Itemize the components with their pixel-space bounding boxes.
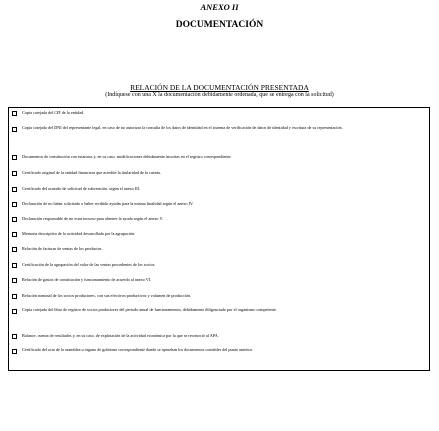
checkbox[interactable] — [12, 127, 17, 132]
checkbox[interactable] — [12, 171, 17, 176]
document-title: DOCUMENTACIÓN — [175, 20, 264, 30]
checklist-item-label: Declaración responsable de no estar incurso para obtener la ayuda según el anexo V. — [22, 216, 164, 221]
checkbox[interactable] — [12, 334, 17, 339]
checkbox[interactable] — [12, 202, 17, 207]
checklist-item-label: Balance, cuenta de resultados y, en su caso, de explotación de la actividad económica por la que se reconoció al APA. — [22, 333, 219, 338]
checkbox[interactable] — [12, 111, 17, 116]
relation-subtitle: (Indíquese con una X la documentación debidamente ordenada, que se entrega con la solicitud) — [105, 92, 334, 98]
checkbox[interactable] — [12, 294, 17, 299]
checklist-item-label: Documentos de constitución con estatutos y, en su caso, modificaciones debidamente inscritas en el registro correspondiente. — [22, 154, 232, 159]
checklist-item-label: Memoria descriptiva de la actividad desarrollada por la agrupación. — [22, 231, 136, 236]
checkbox[interactable] — [12, 278, 17, 283]
checkbox[interactable] — [12, 247, 17, 252]
checkbox[interactable] — [12, 309, 17, 314]
checkbox[interactable] — [12, 349, 17, 354]
annex-label: ANEXO II — [200, 2, 239, 12]
checklist-item-label: Copia cotejada del libro de registro de socios productores del periodo anual de funcionamiento, debidamente diligenciado por el organismo competente. — [22, 307, 277, 312]
relation-title: RELACIÓN DE LA DOCUMENTACIÓN PRESENTADA — [130, 83, 309, 92]
checklist-item-label: Copia cotejada del DNI del representante legal, en caso de no autorizar la consulta de los datos de identidad en el sistema de verificación de datos de identidad y escritura de su representación. — [22, 125, 343, 130]
checkbox[interactable] — [12, 155, 17, 160]
checklist-item-label: Declaración de no haber solicitado o haber recibido ayudas para la misma finalidad según el anexo IV. — [22, 201, 194, 206]
checkbox[interactable] — [12, 187, 17, 192]
checkbox[interactable] — [12, 232, 17, 237]
checkbox[interactable] — [12, 217, 17, 222]
checklist-item-label: Copia cotejada del CIF de la entidad. — [22, 110, 85, 115]
checklist-item-label: Certificado del acuerdo de solicitud de subvención, según el anexo III. — [22, 186, 141, 191]
checklist-item-label: Relación de facturas de ventas de los productos. — [22, 246, 103, 251]
checklist-item-label: Certificado original de la entidad financiera que acredite la titularidad de la cuenta. — [22, 170, 161, 175]
documentation-checklist — [8, 107, 430, 371]
checklist-item-label: Relación de gastos de constitución y funcionamiento de acuerdo al anexo VI. — [22, 277, 152, 282]
checklist-item-label: Relación nominal de los socios productores, con sus efectivos productivos y volumen de producción. — [22, 293, 192, 298]
checklist-item-label: Certificación de la agrupación del valor de las ventas procedentes de los socios. — [22, 262, 156, 267]
checklist-item-label: Certificado del acta de la asamblea u órgano de gobierno correspondiente donde se aprueban los documentos contables del punto anterior. — [22, 347, 253, 352]
checkbox[interactable] — [12, 263, 17, 268]
